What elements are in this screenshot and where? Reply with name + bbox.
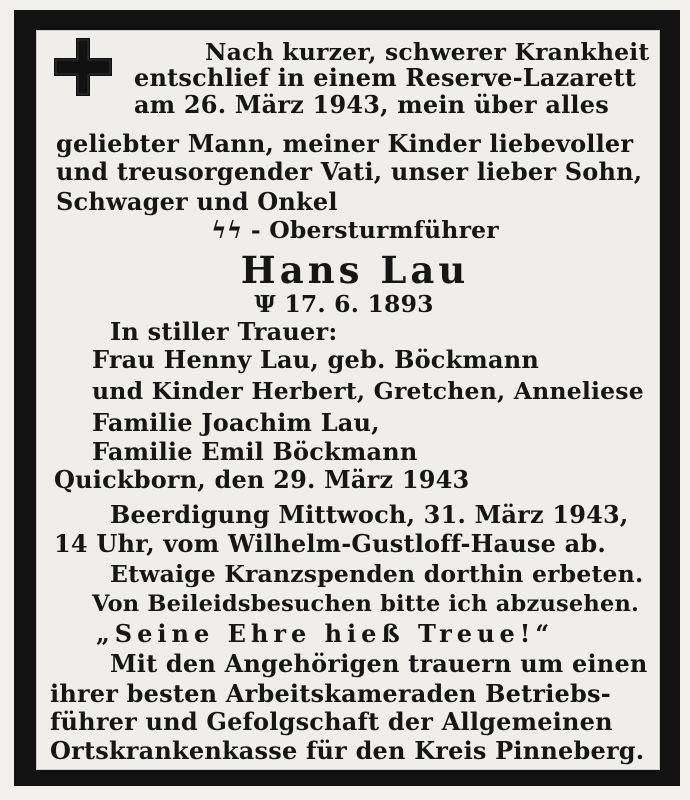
funeral-line-1: Beerdigung Mittwoch, 31. März 1943, [110,500,629,529]
intro-line-3: am 26. März 1943, mein über alles [134,90,609,119]
intro-line-1: Nach kurzer, schwerer Krankheit [205,38,650,66]
company-line-4: Ortskrankenkasse für den Kreis Pinneberg. [50,736,645,765]
intro-line-6: Schwager und Onkel [56,187,338,216]
deceased-name: Hans Lau [240,248,470,292]
mourner-line-2: und Kinder Herbert, Gretchen, Anneliese [92,377,644,405]
mourner-line-3: Familie Joachim Lau, [92,408,380,437]
iron-cross-icon [54,38,112,96]
motto: „Seine Ehre hieß Treue!“ [96,619,555,648]
company-line-3: führer und Gefolgschaft der Allgemeinen [50,707,613,736]
mourner-line-1: Frau Henny Lau, geb. Böckmann [92,345,540,374]
intro-line-4: geliebter Mann, meiner Kinder liebevoller [56,129,634,158]
intro-line-5: und treusorgender Vati, unser lieber Sohn, [56,157,643,186]
birth-date: Ψ 17. 6. 1893 [254,290,434,318]
mourner-line-4: Familie Emil Böckmann [92,437,418,466]
funeral-line-3: Etwaige Kranzspenden dorthin erbeten. [110,560,644,588]
rank-line: ϟϟ - Obersturmführer [211,216,499,244]
intro-line-2: entschlief in einem Reserve-Lazarett [134,63,637,92]
funeral-line-4: Von Beileidsbesuchen bitte ich abzusehen. [92,591,640,617]
funeral-line-2: 14 Uhr, vom Wilhelm-Gustloff-Hause ab. [54,529,606,558]
company-line-1: Mit den Angehörigen trauern um einen [110,649,648,678]
company-line-2: ihrer besten Arbeitskameraden Betriebs- [50,679,611,708]
mourning-heading: In stiller Trauer: [110,317,338,346]
place-date: Quickborn, den 29. März 1943 [54,465,470,494]
